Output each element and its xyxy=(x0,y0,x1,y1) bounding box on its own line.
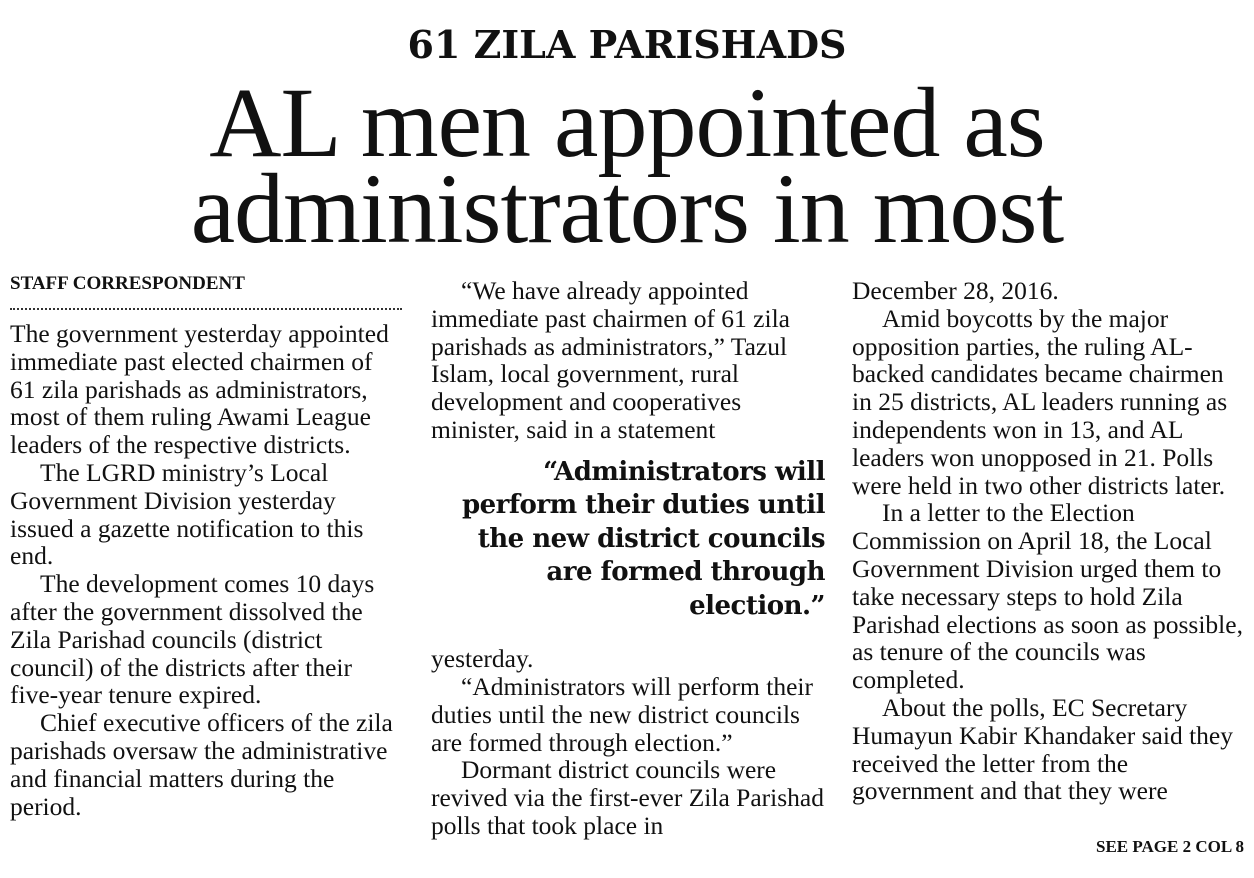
paragraph: Chief executive officers of the zila parishads oversaw the administrative and financial matters during the period. xyxy=(10,708,393,821)
paragraph: December 28, 2016. xyxy=(852,276,1059,305)
headline-line-2: administrators in most xyxy=(190,153,1064,264)
paragraph: “We have already appointed immediate past chairmen of 61 zila parishads as administrators,” Tazul Islam, local government, rural development and cooperatives minister, said in a statement xyxy=(431,276,790,444)
jump-line: SEE PAGE 2 COL 8 xyxy=(1096,837,1244,856)
paragraph: yesterday. xyxy=(431,644,534,674)
paragraph: The LGRD ministry’s Local Government Division yesterday issued a gazette notification to this end. xyxy=(10,457,364,571)
paragraph: “Administrators will perform their duties until the new district councils are formed through election.” xyxy=(431,672,813,757)
byline: STAFF CORRESPONDENT xyxy=(10,270,402,310)
column-1 xyxy=(10,270,402,820)
paragraph: The government yesterday appointed immediate past elected chairmen of 61 zila parishads as administrators, most of them ruling Awami League leaders of the respective districts. xyxy=(10,319,389,460)
column-3 xyxy=(852,277,1246,805)
headline xyxy=(0,67,1254,264)
paragraph: In a letter to the Election Commission on April 18, the Local Government Division urged them to take necessary steps to hold Zila Parishad elections as soon as possible, as tenure of the councils was completed. xyxy=(852,498,1243,695)
paragraph: Amid boycotts by the major opposition parties, the ruling AL-backed candidates became chairmen in 25 districts, AL leaders running as independents won in 13, and AL leaders won unopposed in 21. Polls were held in two other districts later. xyxy=(852,303,1228,500)
paragraph: About the polls, EC Secretary Humayun Kabir Khandaker said they received the letter from the government and that they were xyxy=(852,692,1233,806)
kicker: 61 ZILA PARISHADS xyxy=(407,22,847,67)
headline-line-1: AL men appointed as xyxy=(209,67,1045,178)
column-2 xyxy=(431,277,825,840)
paragraph: Dormant district councils were revived via the first-ever Zila Parishad polls that took place in xyxy=(431,755,824,841)
pull-quote: “Administrators will perform their duties until the new district councils are formed through election.” xyxy=(461,456,825,621)
paragraph: The development comes 10 days after the government dissolved the Zila Parishad councils (district council) of the districts after their five-year tenure expired. xyxy=(10,569,375,710)
